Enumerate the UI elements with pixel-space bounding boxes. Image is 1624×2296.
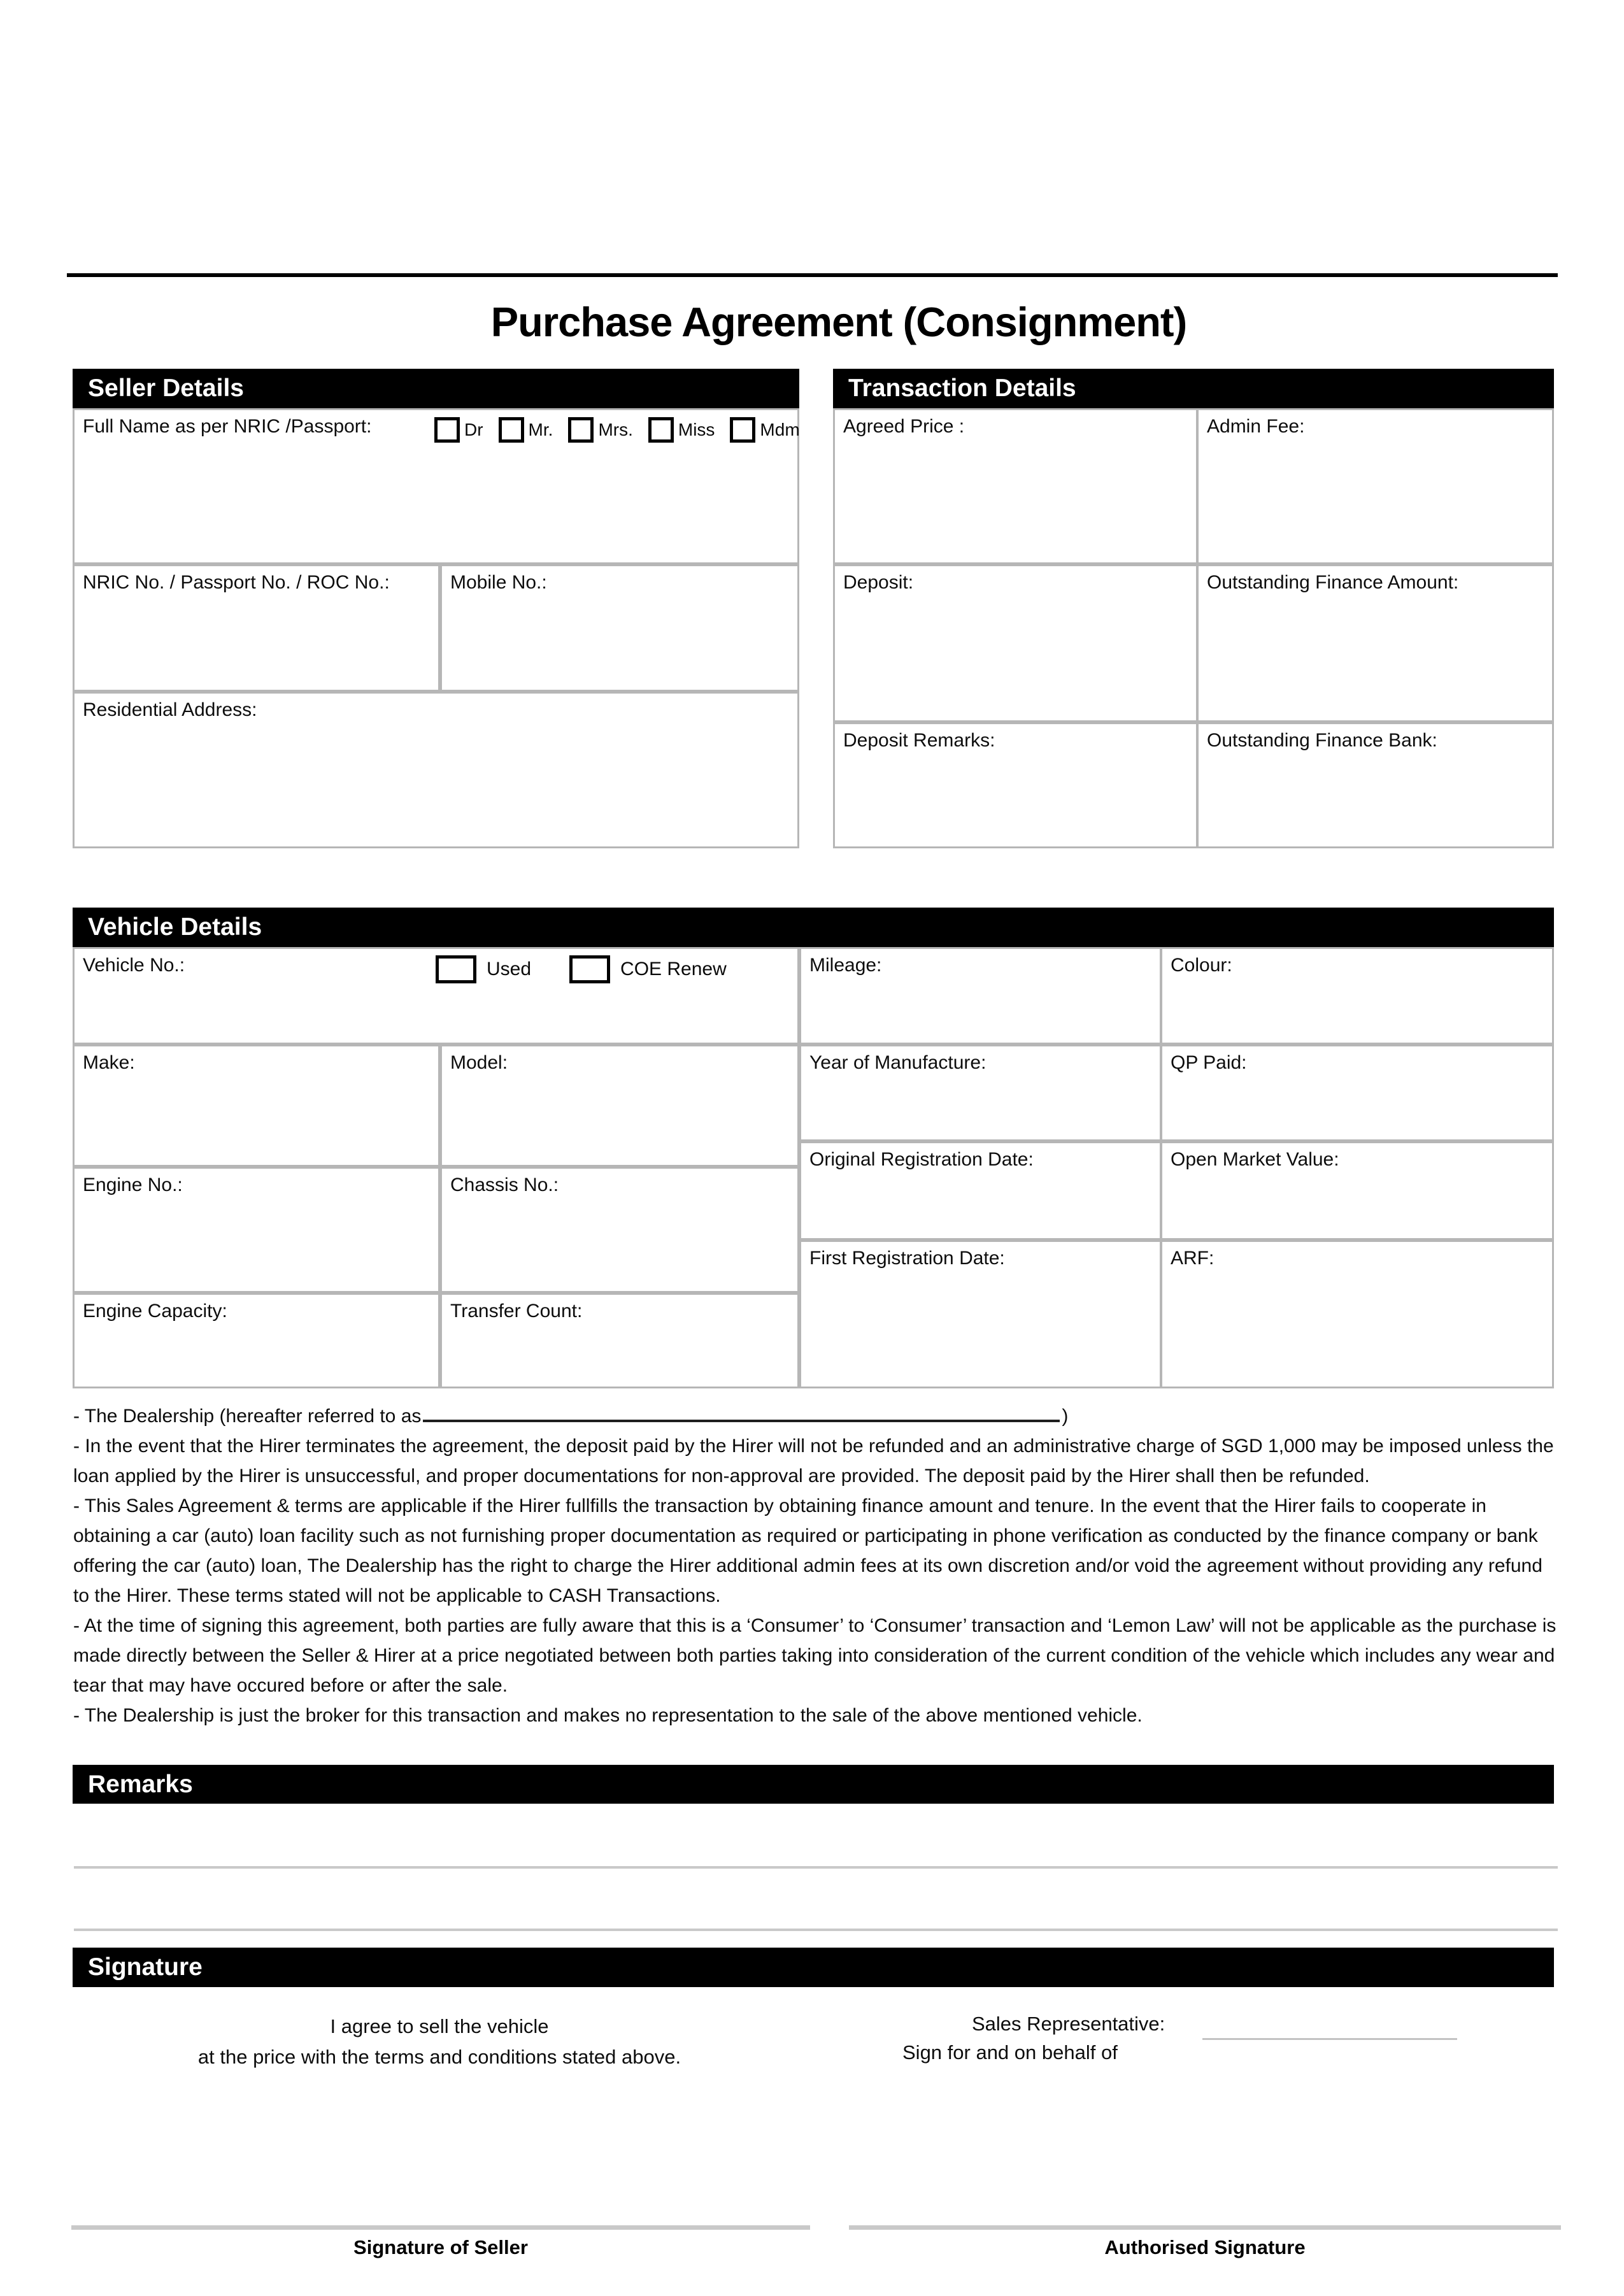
terms-clause-1 — [73, 1401, 1558, 1431]
miss-label: Miss — [678, 420, 715, 439]
sign-on-behalf-label: Sign for and on behalf of — [902, 2041, 1118, 2064]
signature-header-label: Signature — [88, 1953, 203, 1981]
original-registration-date-field[interactable] — [799, 1141, 1162, 1240]
dealership-clause-prefix: - The Dealership (hereafter referred to as — [73, 1406, 422, 1427]
mileage-field[interactable] — [799, 947, 1162, 1045]
first-registration-date-field[interactable] — [799, 1240, 1162, 1388]
salutation-option-mr — [499, 417, 553, 443]
seller-details-header-label: Seller Details — [88, 374, 244, 402]
coe-renew-label: COE Renew — [620, 959, 727, 980]
admin-fee-label: Admin Fee: — [1207, 416, 1305, 437]
open-market-value-label: Open Market Value: — [1171, 1149, 1339, 1170]
chassis-no-field[interactable] — [440, 1167, 799, 1293]
year-of-manufacture-label: Year of Manufacture: — [809, 1052, 987, 1073]
qp-paid-label: QP Paid: — [1171, 1052, 1247, 1073]
salutation-option-mdm — [730, 417, 799, 443]
top-rule — [67, 273, 1558, 277]
original-registration-date-label: Original Registration Date: — [809, 1149, 1034, 1170]
coe-renew-option — [569, 955, 727, 983]
dr-label: Dr — [464, 420, 483, 439]
first-registration-date-label: First Registration Date: — [809, 1248, 1005, 1269]
terms-clause-2: - In the event that the Hirer terminates the agreement, the deposit paid by the Hirer will not be refunded and an administrative charge of SGD 1,000 may be imposed unless the loan applied by the Hirer is unsuccessful, and proper documentations for non-approval are provided. The deposit paid by the Hirer shall then be refunded. — [73, 1436, 1554, 1487]
outstanding-finance-amount-field[interactable] — [1197, 564, 1554, 722]
dealership-name-blank[interactable] — [423, 1403, 1060, 1422]
terms-clause-4: - At the time of signing this agreement, both parties are fully aware that this is a ‘Consumer’ to ‘Consumer’ transaction and ‘Lemon Law’ will not be applicable as the purchase is made directly between the Seller & Hirer at a price negotiated between both parties taking into consideration of the current condition of the vehicle which includes any wear and tear that may have occured before or after the sale. — [73, 1615, 1556, 1696]
seller-agreement-statement — [159, 2011, 720, 2072]
terms-clause-3: - This Sales Agreement & terms are applicable if the Hirer fullfills the transaction by obtaining finance amount and tenure. In the event that the Hirer fails to cooperate in obtaining a car (auto) loan facility such as not furnishing proper documentation as required or participating in phone verification as conducted by the finance company or bank offering the car (auto) loan, The Dealership has the right to charge the Hirer additional admin fees at its own discretion and/or void the agreement without providing any refund to the Hirer. These terms stated will not be applicable to CASH Transactions. — [73, 1495, 1542, 1606]
model-label: Model: — [450, 1052, 508, 1073]
remarks-header-label: Remarks — [88, 1770, 193, 1798]
used-option — [436, 955, 531, 983]
transaction-details-header-label: Transaction Details — [848, 374, 1076, 402]
colour-label: Colour: — [1171, 955, 1232, 976]
nric-field[interactable] — [73, 564, 440, 692]
vehicle-no-field[interactable] — [73, 947, 799, 1045]
authorised-signature-label: Authorised Signature — [1104, 2236, 1306, 2258]
transfer-count-label: Transfer Count: — [450, 1301, 583, 1322]
vehicle-no-label: Vehicle No.: — [83, 955, 185, 976]
arf-label: ARF: — [1171, 1248, 1214, 1269]
salutation-option-miss — [648, 417, 715, 443]
transfer-count-field[interactable] — [440, 1293, 799, 1388]
sales-representative-label: Sales Representative: — [972, 2013, 1165, 2035]
coe-renew-checkbox[interactable] — [569, 955, 610, 983]
arf-field[interactable] — [1160, 1240, 1554, 1388]
salutation-option-mrs — [568, 417, 632, 443]
colour-field[interactable] — [1160, 947, 1554, 1045]
vehicle-details-header-label: Vehicle Details — [88, 913, 262, 941]
page-title: Purchase Agreement (Consignment) — [490, 299, 1187, 345]
seller-agreement-line-1: I agree to sell the vehicle — [330, 2015, 549, 2037]
year-of-manufacture-field[interactable] — [799, 1045, 1162, 1141]
mdm-label: Mdm — [760, 420, 800, 439]
mobile-label: Mobile No.: — [450, 572, 547, 593]
seller-details-header-bar — [73, 369, 799, 408]
make-field[interactable] — [73, 1045, 440, 1167]
seller-signature-line[interactable] — [71, 2225, 810, 2230]
remarks-header-bar — [73, 1765, 1554, 1804]
remarks-line-2[interactable] — [74, 1929, 1558, 1931]
outstanding-finance-bank-field[interactable] — [1197, 722, 1554, 848]
salutation-option-dr — [434, 417, 483, 443]
make-label: Make: — [83, 1052, 135, 1073]
engine-capacity-field[interactable] — [73, 1293, 440, 1388]
terms-clause-5: - The Dealership is just the broker for this transaction and makes no representation to the sale of the above mentioned vehicle. — [73, 1705, 1143, 1726]
open-market-value-field[interactable] — [1160, 1141, 1554, 1240]
agreed-price-label: Agreed Price : — [843, 416, 965, 437]
full-name-label: Full Name as per NRIC /Passport: — [83, 416, 372, 437]
mdm-checkbox[interactable] — [730, 417, 755, 443]
engine-no-label: Engine No.: — [83, 1174, 183, 1195]
qp-paid-field[interactable] — [1160, 1045, 1554, 1141]
outstanding-finance-bank-label: Outstanding Finance Bank: — [1207, 730, 1437, 751]
full-name-field[interactable] — [73, 408, 799, 564]
signature-header-bar — [73, 1948, 1554, 1987]
engine-capacity-label: Engine Capacity: — [83, 1301, 227, 1322]
seller-agreement-line-2: at the price with the terms and conditions stated above. — [197, 2046, 681, 2068]
miss-checkbox[interactable] — [648, 417, 674, 443]
residential-address-field[interactable] — [73, 692, 799, 848]
deposit-label: Deposit: — [843, 572, 914, 593]
transaction-details-header-bar — [833, 369, 1554, 408]
mrs-checkbox[interactable] — [568, 417, 594, 443]
mr-checkbox[interactable] — [499, 417, 524, 443]
remarks-line-1[interactable] — [74, 1866, 1558, 1869]
deposit-remarks-field[interactable] — [833, 722, 1198, 848]
mrs-label: Mrs. — [598, 420, 633, 439]
mobile-field[interactable] — [440, 564, 799, 692]
nric-label: NRIC No. / Passport No. / ROC No.: — [83, 572, 390, 593]
mr-label: Mr. — [528, 420, 553, 439]
deposit-remarks-label: Deposit Remarks: — [843, 730, 995, 751]
used-label: Used — [487, 959, 532, 980]
model-field[interactable] — [440, 1045, 799, 1167]
vehicle-details-header-bar — [73, 908, 1554, 947]
engine-no-field[interactable] — [73, 1167, 440, 1293]
agreed-price-field[interactable] — [833, 408, 1198, 564]
signature-of-seller-label: Signature of Seller — [353, 2236, 528, 2258]
mileage-label: Mileage: — [809, 955, 882, 976]
dealership-clause-suffix: ) — [1062, 1406, 1069, 1427]
dr-checkbox[interactable] — [434, 417, 460, 443]
outstanding-finance-amount-label: Outstanding Finance Amount: — [1207, 572, 1459, 593]
deposit-field[interactable] — [833, 564, 1198, 722]
authorised-signature-line[interactable] — [849, 2225, 1561, 2230]
sales-representative-signature-line[interactable] — [1202, 2038, 1457, 2040]
admin-fee-field[interactable] — [1197, 408, 1554, 564]
terms-section — [73, 1401, 1558, 1730]
chassis-no-label: Chassis No.: — [450, 1174, 559, 1195]
used-checkbox[interactable] — [436, 955, 476, 983]
residential-address-label: Residential Address: — [83, 699, 257, 720]
